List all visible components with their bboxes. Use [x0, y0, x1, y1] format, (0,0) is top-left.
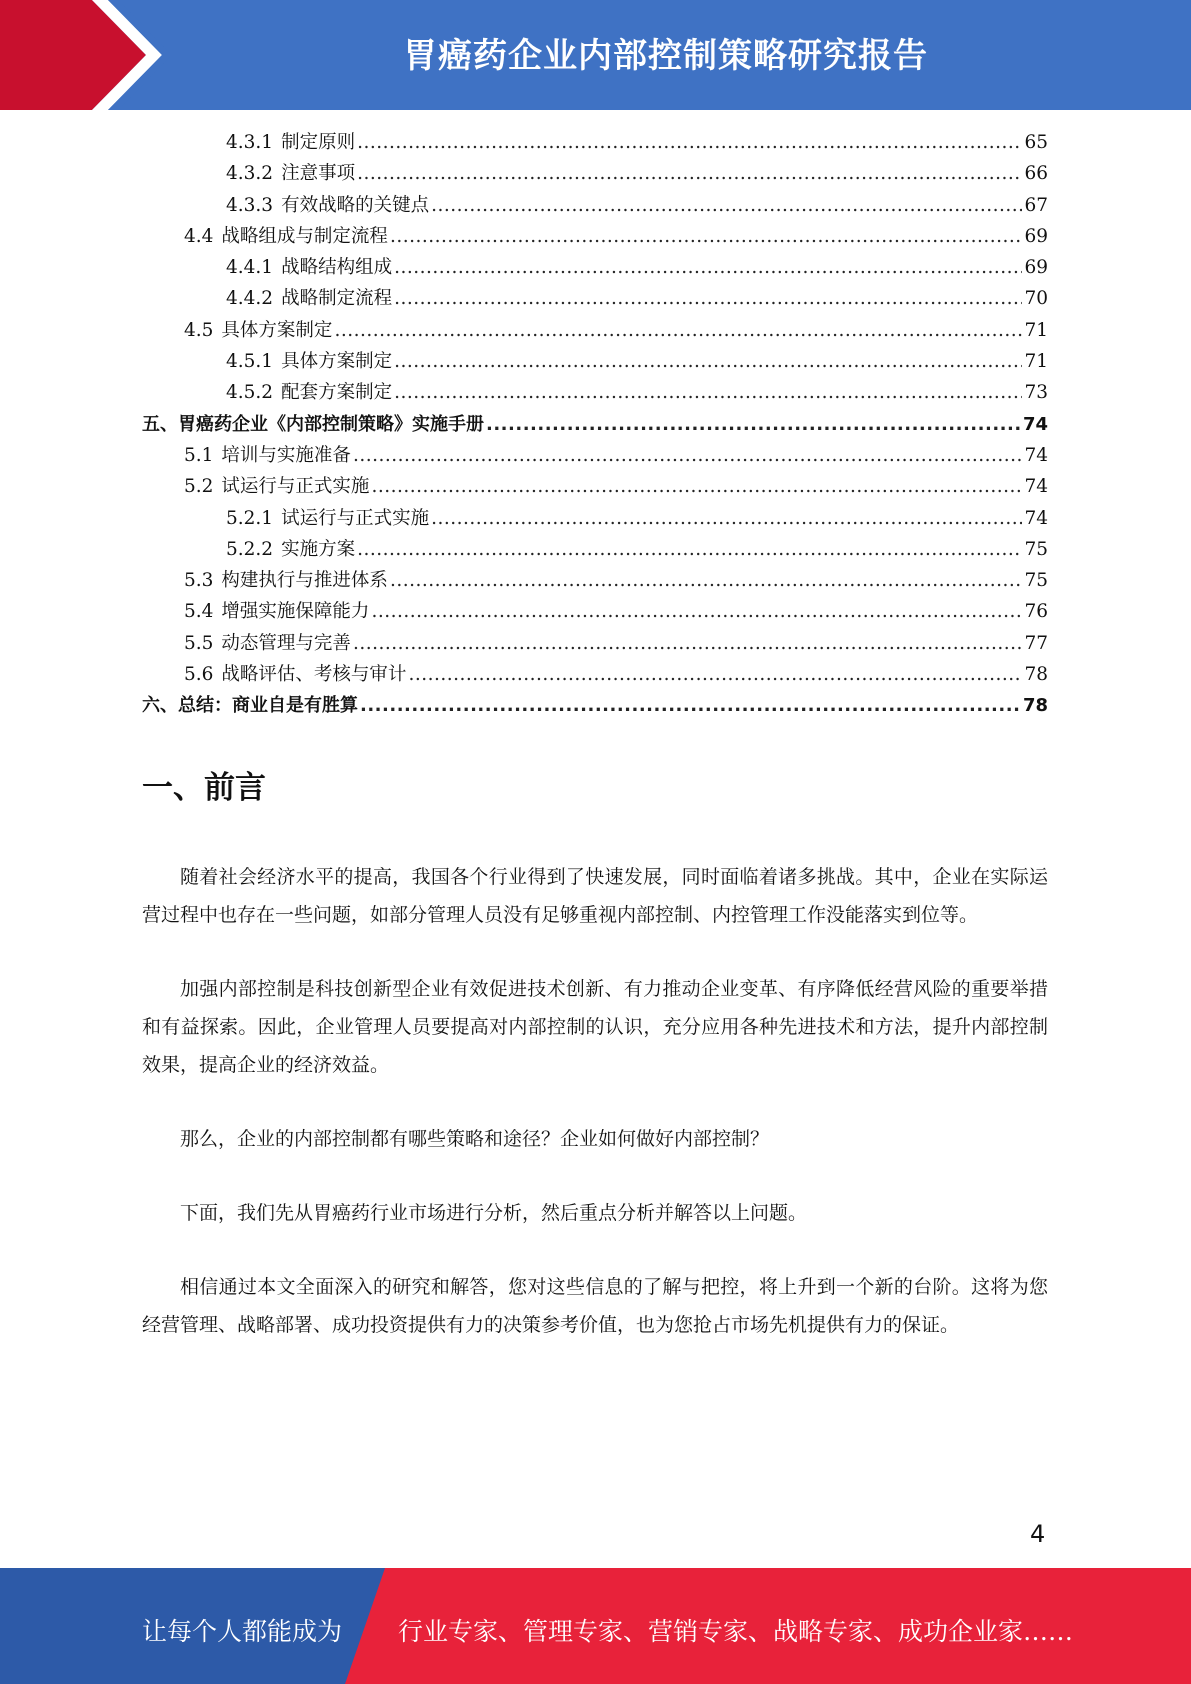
toc-entry-number: 5.2.1 [226, 507, 274, 529]
toc-entry-label: 战略评估、考核与审计 [221, 664, 407, 686]
toc-entry-number: 4.5 [184, 319, 214, 341]
toc-entry-page: 65 [1024, 132, 1048, 153]
toc-leader-dots [357, 539, 1022, 560]
toc-entry-page: 78 [1022, 695, 1048, 717]
toc-entry-label: 实施方案 [281, 538, 356, 560]
toc-entry-label: 培训与实施准备 [221, 444, 351, 466]
toc-entry-page: 67 [1024, 194, 1048, 216]
toc-entry[interactable] [142, 660, 1048, 691]
paragraph: 相信通过本文全面深入的研究和解答，您对这些信息的了解与把控，将上升到一个新的台阶。这将为您经营管理、战略部署、成功投资提供有力的决策参考价值，也为您抢占市场先机提供有力的保证。 [142, 1276, 1048, 1336]
toc-entry-number: 4.3.3 [226, 194, 274, 216]
toc-leader-dots [357, 132, 1022, 153]
toc-entry-page: 70 [1024, 288, 1048, 310]
toc-entry-number: 4.3.1 [226, 132, 274, 153]
toc-entry[interactable] [142, 347, 1048, 378]
toc-entry-page: 75 [1024, 570, 1048, 592]
toc-leader-dots [353, 445, 1023, 466]
toc-entry-page: 69 [1024, 225, 1048, 247]
toc-leader-dots [431, 195, 1022, 216]
toc-entry-page: 74 [1024, 444, 1048, 466]
toc-entry-label: 构建执行与推进体系 [221, 570, 388, 592]
toc-entry[interactable] [142, 222, 1048, 253]
toc-entry-number: 4.4 [184, 225, 214, 247]
toc-leader-dots [431, 508, 1022, 529]
toc-entry-number: 5.4 [184, 601, 214, 623]
paragraph: 下面，我们先从胃癌药行业市场进行分析，然后重点分析并解答以上问题。 [180, 1202, 808, 1224]
toc-entry[interactable] [142, 316, 1048, 347]
toc-entry-number: 4.4.2 [226, 288, 274, 310]
toc-entry[interactable] [142, 253, 1048, 284]
toc-leader-dots [394, 382, 1022, 403]
toc-leader-dots [360, 695, 1021, 716]
toc-entry-number: 4.5.2 [226, 382, 274, 404]
toc-leader-dots [353, 633, 1023, 654]
toc-entry-label: 配套方案制定 [281, 382, 393, 404]
toc-entry[interactable] [142, 535, 1048, 566]
toc-entry-page: 74 [1024, 476, 1048, 498]
toc-leader-dots [371, 476, 1022, 497]
page-header [0, 0, 1191, 110]
toc-leader-dots [408, 664, 1022, 685]
toc-entry-number: 5.1 [184, 444, 214, 466]
toc-entry[interactable] [142, 159, 1048, 190]
toc-entry-page: 71 [1024, 351, 1048, 373]
toc-entry-page: 77 [1024, 632, 1048, 654]
toc-leader-dots [486, 414, 1021, 435]
toc-leader-dots [371, 601, 1022, 622]
toc-entry-label: 五、胃癌药企业《内部控制策略》实施手册 [142, 413, 484, 435]
paragraph: 随着社会经济水平的提高，我国各个行业得到了快速发展，同时面临着诸多挑战。其中，企业在实际运营过程中也存在一些问题，如部分管理人员没有足够重视内部控制、内控管理工作没能落实到位等。 [142, 866, 1048, 926]
toc-entry-label: 战略组成与制定流程 [221, 225, 388, 247]
toc-entry-number: 5.2 [184, 476, 214, 498]
page-number: 4 [1030, 1520, 1046, 1548]
toc-entry-page: 66 [1024, 163, 1048, 185]
toc-entry[interactable] [142, 284, 1048, 315]
toc-entry[interactable] [142, 128, 1048, 159]
footer-slogan-left: 让每个人都能成为 [142, 1617, 343, 1646]
section-heading: 一、前言 [142, 770, 266, 806]
toc-entry-number: 5.5 [184, 632, 214, 654]
toc-entry-page: 78 [1024, 664, 1048, 686]
toc-entry-label: 制定原则 [281, 132, 356, 153]
toc-entry-page: 76 [1024, 601, 1048, 623]
footer-slogan-right: 行业专家、管理专家、营销专家、战略专家、成功企业家…… [398, 1617, 1074, 1646]
toc-entry-label: 增强实施保障能力 [221, 601, 370, 623]
toc-leader-dots [390, 226, 1023, 247]
page-footer [0, 1568, 1191, 1684]
toc-entry-label: 有效战略的关键点 [281, 194, 430, 216]
toc-leader-dots [334, 320, 1022, 341]
toc-entry[interactable] [142, 504, 1048, 535]
toc-entry[interactable] [142, 441, 1048, 472]
toc-entry-label: 试运行与正式实施 [221, 476, 370, 498]
toc-entry[interactable] [142, 566, 1048, 597]
toc-entry-label: 试运行与正式实施 [281, 507, 430, 529]
toc-entry-label: 战略制定流程 [281, 288, 393, 310]
toc-entry-page: 74 [1022, 413, 1048, 435]
toc-entry[interactable] [142, 472, 1048, 503]
toc-entry-number: 4.3.2 [226, 163, 274, 185]
toc-entry-label: 动态管理与完善 [221, 632, 351, 654]
toc-entry-number: 5.2.2 [226, 538, 274, 560]
toc-entry-label: 六、总结：商业自是有胜算 [142, 695, 358, 717]
toc-entry-number: 4.4.1 [226, 257, 274, 279]
toc-entry-label: 注意事项 [281, 163, 356, 185]
toc-entry[interactable] [142, 597, 1048, 628]
toc-entry-label: 战略结构组成 [281, 257, 393, 279]
toc-entry-number: 5.6 [184, 664, 214, 686]
toc-leader-dots [394, 351, 1022, 372]
toc-entry[interactable] [142, 629, 1048, 660]
toc-entry-label: 具体方案制定 [221, 319, 333, 341]
section-body [142, 858, 1048, 1344]
toc-entry[interactable] [142, 410, 1048, 441]
toc-leader-dots [394, 288, 1022, 309]
toc-entry[interactable] [142, 378, 1048, 409]
paragraph: 那么，企业的内部控制都有哪些策略和途径？企业如何做好内部控制？ [180, 1128, 770, 1150]
toc-entry-page: 75 [1024, 538, 1048, 560]
toc-leader-dots [357, 163, 1022, 184]
paragraph: 加强内部控制是科技创新型企业有效促进技术创新、有力推动企业变革、有序降低经营风险的重要举措和有益探索。因此，企业管理人员要提高对内部控制的认识，充分应用各种先进技术和方法，提升内部控制效果，提高企业的经济效益。 [142, 978, 1048, 1076]
toc-entry-number: 5.3 [184, 570, 214, 592]
report-title: 胃癌药企业内部控制策略研究报告 [403, 36, 928, 76]
table-of-contents [142, 128, 1048, 723]
toc-leader-dots [394, 257, 1022, 278]
toc-entry-page: 74 [1024, 507, 1048, 529]
toc-entry-page: 73 [1024, 382, 1048, 404]
toc-entry-label: 具体方案制定 [281, 351, 393, 373]
toc-entry-page: 71 [1024, 319, 1048, 341]
toc-entry-page: 69 [1024, 257, 1048, 279]
toc-leader-dots [390, 570, 1023, 591]
toc-entry[interactable] [142, 191, 1048, 222]
toc-entry-number: 4.5.1 [226, 351, 274, 373]
toc-entry[interactable] [142, 691, 1048, 722]
